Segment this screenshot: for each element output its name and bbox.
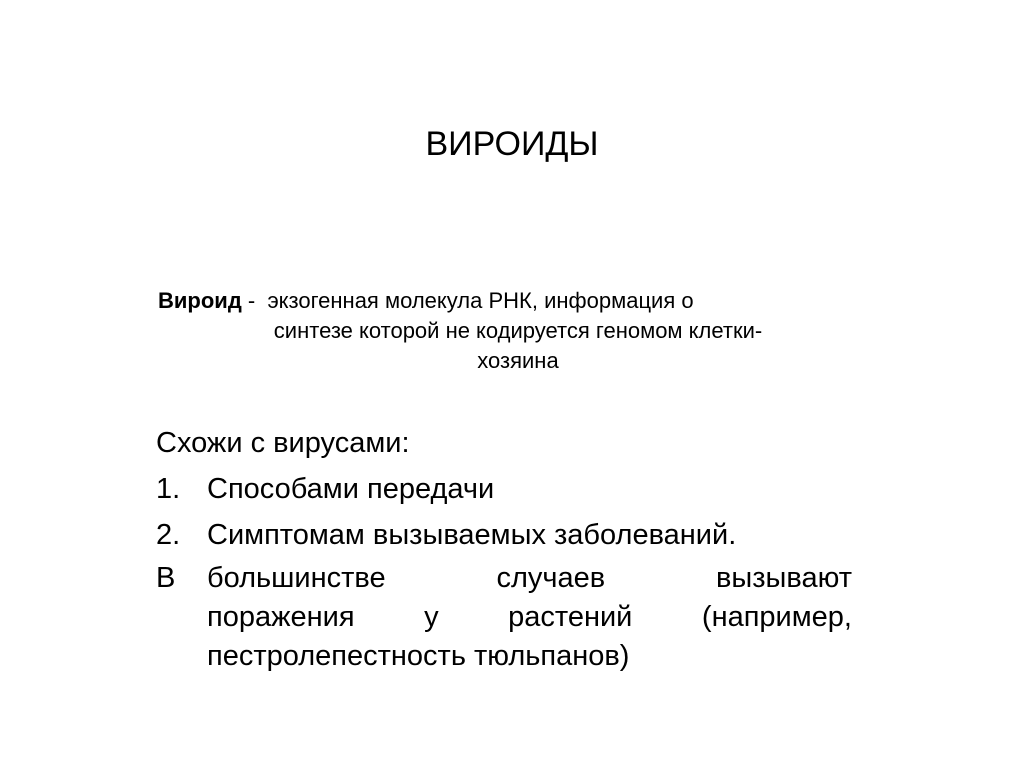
list-item-text: Способами передачи <box>207 473 495 505</box>
note-line-3: пестролепестность тюльпанов) <box>207 640 630 672</box>
definition-dash: - <box>241 288 268 313</box>
note-line-1-words <box>180 559 852 598</box>
list-item-number: 2. <box>156 519 181 551</box>
note-word: поражения <box>207 601 355 633</box>
slide-title: ВИРОИДЫ <box>425 125 599 163</box>
note-line-2 <box>156 598 852 637</box>
note-line-1 <box>156 559 852 598</box>
similarities-list <box>156 420 856 558</box>
list-item-number: 1. <box>156 473 181 505</box>
definition-line-1 <box>158 286 858 316</box>
definition-text-1: экзогенная молекула РНК, информация о <box>267 288 694 313</box>
note-word: вызывают <box>716 562 852 594</box>
note-word: растений <box>508 601 633 633</box>
definition-line-2: синтезе которой не кодируется геномом клетки- <box>273 318 763 343</box>
note-word: у <box>424 601 439 633</box>
note-word: случаев <box>496 562 606 594</box>
list-item-text: Симптомам вызываемых заболеваний. <box>207 519 737 551</box>
list-item <box>156 466 856 512</box>
note-paragraph <box>156 559 852 676</box>
note-first-word: В <box>156 562 176 594</box>
definition-term: Вироид <box>158 288 242 313</box>
definition-block <box>158 286 858 376</box>
list-item <box>156 512 856 558</box>
similarities-heading: Схожи с вирусами: <box>156 427 410 459</box>
note-word: большинстве <box>207 562 386 594</box>
definition-line-3: хозяина <box>477 348 559 373</box>
note-word: (например, <box>701 601 852 633</box>
